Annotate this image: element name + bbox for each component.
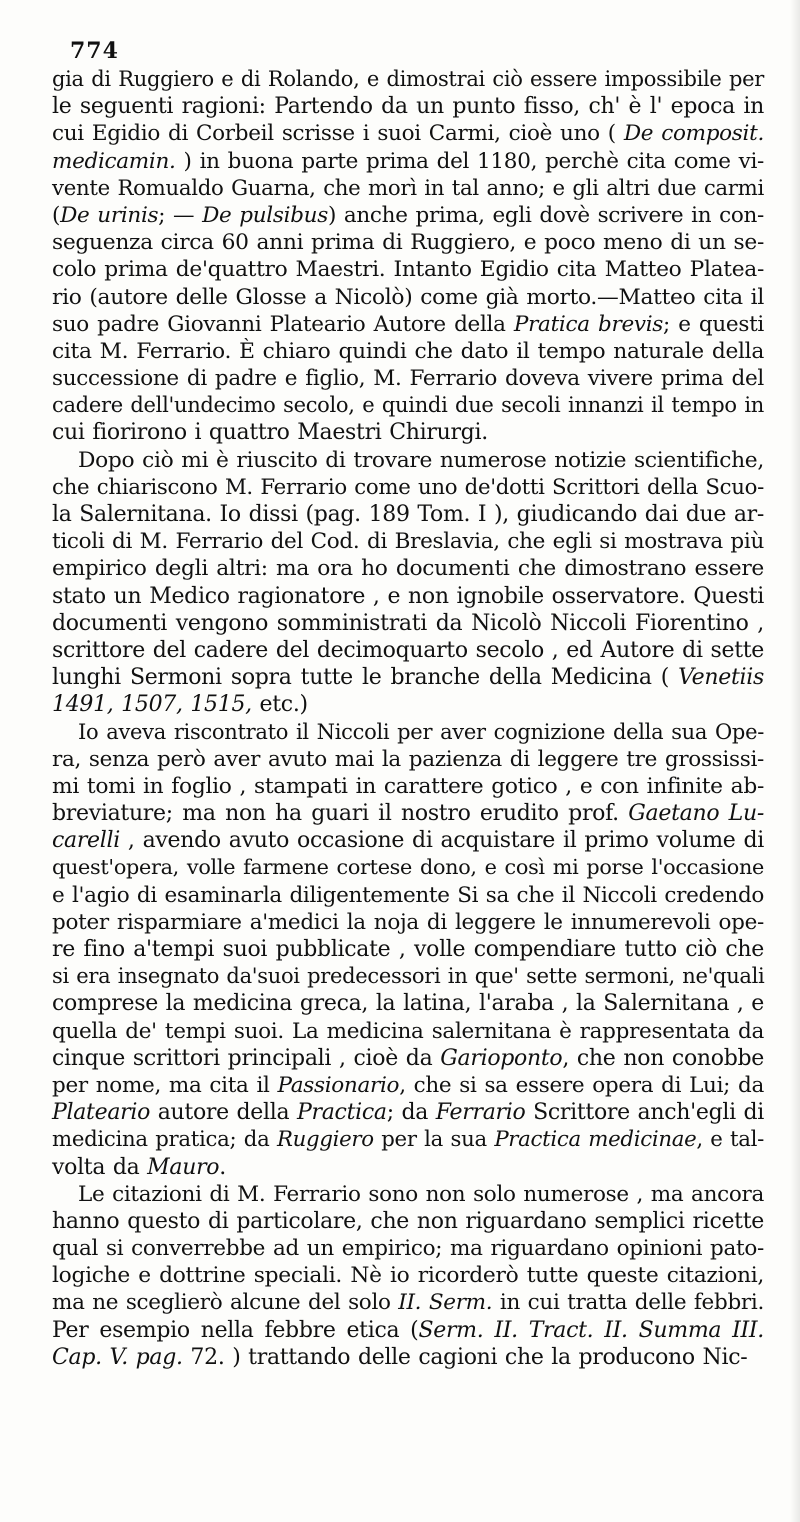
text-run: la Salernitana. Io dissi (pag. 189 Tom. I ), giudicando dai due ar- xyxy=(52,502,764,527)
text-run: ( xyxy=(52,202,61,228)
text-line xyxy=(52,284,764,311)
text-run: cui Egidio di Corbeil scrisse i suoi Carmi, cioè uno ( xyxy=(52,121,624,147)
text-run: Scrittore anch'egli di xyxy=(525,1100,765,1126)
text-line xyxy=(52,854,764,881)
text-line xyxy=(52,746,764,773)
text-run: colo prima de'quattro Maestri. Intanto Egidio cita Matteo Platea- xyxy=(52,257,764,283)
italic-run: Serm. II. Tract. II. Summa III. xyxy=(418,1317,764,1343)
text-line xyxy=(52,773,764,800)
text-line xyxy=(52,583,764,610)
text-line xyxy=(52,610,764,637)
text-run: ; e questi xyxy=(663,311,764,337)
italic-run: Passionario xyxy=(277,1072,400,1098)
text-run: Le citazioni di M. Ferrario sono non solo numerose , ma ancora xyxy=(78,1181,764,1207)
text-run: che chiariscono M. Ferrario come uno de'dotti Scrittori della Scuo- xyxy=(52,474,765,500)
text-line xyxy=(52,1045,764,1072)
text-line xyxy=(52,882,764,909)
text-line xyxy=(52,827,764,854)
text-line xyxy=(52,447,764,474)
text-run: , che si sa essere opera di Lui; da xyxy=(399,1072,764,1098)
text-line xyxy=(52,1018,764,1045)
text-run: per nome, ma cita il xyxy=(52,1072,278,1098)
text-run: empirico degli altri: ma ora ho documenti che dimostrano essere xyxy=(52,556,764,582)
text-run: cinque scrittori principali , cioè da xyxy=(52,1045,441,1071)
text-line xyxy=(52,501,764,528)
text-line xyxy=(52,1262,764,1289)
italic-run: 1491, 1507, 1515, xyxy=(52,692,252,718)
text-run: e l'agio di esaminarla diligentemente Si sa che il Niccoli credendo xyxy=(52,882,765,908)
text-run: ma ne sceglierò alcune del solo xyxy=(52,1290,399,1316)
text-run: seguenza circa 60 anni prima di Ruggiero, e poco meno di un se- xyxy=(52,230,764,256)
italic-run: Garioponto xyxy=(440,1045,563,1071)
text-line xyxy=(52,719,764,746)
text-run: per la sua xyxy=(373,1127,495,1153)
text-run: volta da xyxy=(52,1154,148,1180)
text-run: scrittore del cadere del decimoquarto secolo , ed Autore di sette xyxy=(52,637,764,663)
text-run: ra, senza però aver avuto mai la pazienza di leggere tre grossissi- xyxy=(52,746,764,772)
text-run: lunghi Sermoni sopra tutte le branche della Medicina ( xyxy=(52,665,679,691)
text-run: si era insegnato da'suoi predecessori in que' sette sermoni, ne'quali xyxy=(52,964,765,989)
text-run: le seguenti ragioni: Partendo da un punto fisso, ch' è l' epoca in xyxy=(52,94,764,120)
text-run: quest'opera, volle farmene cortese dono, e così mi porse l'occasione xyxy=(52,855,764,880)
text-run: rio (autore delle Glosse a Nicolò) come già morto.—Matteo cita il xyxy=(52,284,764,310)
text-line xyxy=(52,202,764,229)
text-run: cui fiorirono i quattro Maestri Chirurgi. xyxy=(52,420,488,446)
italic-run: II. Serm. xyxy=(398,1290,493,1316)
text-line xyxy=(52,936,764,963)
italic-run: Practica xyxy=(297,1100,387,1126)
text-run: stato un Medico ragionatore , e non ignobile osservatore. Questi xyxy=(52,583,764,609)
text-run: medicina pratica; da xyxy=(52,1127,277,1153)
text-run: vente Romualdo Guarna, che morì in tal anno; e gli altri due carmi xyxy=(52,175,764,201)
text-run: ) in buona parte prima del 1180, perchè cita come vi- xyxy=(175,148,764,174)
text-line xyxy=(52,664,764,691)
italic-run: carelli xyxy=(52,828,120,854)
italic-run: Ruggiero xyxy=(276,1127,374,1153)
text-run: autore della xyxy=(150,1100,298,1126)
italic-run: medicamin. xyxy=(52,148,176,174)
text-run: gia di Ruggiero e di Rolando, e dimostrai ciò essere impossibile per xyxy=(52,67,764,91)
text-run: . xyxy=(219,1154,226,1180)
text-line xyxy=(52,66,764,93)
text-line xyxy=(52,93,764,120)
italic-run: Pratica brevis xyxy=(513,311,664,337)
text-run: ; da xyxy=(386,1100,436,1126)
text-line xyxy=(52,528,764,555)
text-line xyxy=(52,338,764,365)
text-run: Io aveva riscontrato il Niccoli per aver cognizione della sua Ope- xyxy=(78,719,764,744)
text-run: ; — xyxy=(158,202,203,228)
body-text xyxy=(52,66,764,1371)
text-run: documenti vengono somministrati da Nicolò Niccoli Fiorentino , xyxy=(52,610,764,636)
italic-run: Mauro xyxy=(147,1154,220,1180)
text-line xyxy=(52,175,764,202)
text-line xyxy=(52,120,764,147)
text-run: , avendo avuto occasione di acquistare il primo volume di xyxy=(119,828,764,854)
text-line xyxy=(52,1317,764,1344)
text-line xyxy=(52,555,764,582)
text-line xyxy=(52,963,764,990)
text-run: re fino a'tempi suoi pubblicate , volle compendiare tutto ciò che xyxy=(52,937,764,962)
text-line xyxy=(52,256,764,283)
text-run: qual si converrebbe ad un empirico; ma riguardano opinioni pato- xyxy=(52,1236,764,1262)
text-run: successione di padre e figlio, M. Ferrario doveva vivere prima del xyxy=(52,366,764,392)
italic-run: Gaetano Lu- xyxy=(628,801,764,827)
text-line xyxy=(52,1235,764,1262)
text-line xyxy=(52,800,764,827)
text-run: suo padre Giovanni Plateario Autore della xyxy=(52,311,514,337)
text-run: poter risparmiare a'medici la noja di leggere le innumerevoli ope- xyxy=(52,909,764,935)
italic-run: De pulsibus xyxy=(202,202,328,228)
italic-run: Cap. V. pag. xyxy=(52,1344,183,1370)
text-line xyxy=(52,311,764,338)
text-run: hanno questo di particolare, che non riguardano semplici ricette xyxy=(52,1208,764,1234)
text-line xyxy=(52,148,764,175)
italic-run: De urinis xyxy=(60,202,159,228)
page-number: 774 xyxy=(70,38,119,64)
text-line xyxy=(52,1126,764,1153)
italic-run: De composit. xyxy=(623,121,764,147)
text-run: cita M. Ferrario. È chiaro quindi che dato il tempo naturale della xyxy=(52,338,764,364)
text-line xyxy=(52,637,764,664)
italic-run: Venetiis xyxy=(678,665,764,691)
page-edge-shadow xyxy=(790,0,800,1522)
text-run: , che non conobbe xyxy=(562,1045,765,1071)
text-run: etc.) xyxy=(251,692,308,718)
text-run: Per esempio nella febbre etica ( xyxy=(52,1317,419,1343)
text-run: comprese la medicina greca, la latina, l'araba , la Salernitana , e xyxy=(52,991,764,1017)
text-line xyxy=(52,229,764,256)
text-line xyxy=(52,1289,764,1316)
text-run: cadere dell'undecimo secolo, e quindi due secoli innanzi il tempo in xyxy=(52,393,764,418)
text-run: 72. ) trattando delle cagioni che la producono Nic- xyxy=(182,1344,748,1370)
text-line xyxy=(52,392,764,419)
text-line xyxy=(52,365,764,392)
text-run: in cui tratta delle febbri. xyxy=(492,1290,764,1316)
italic-run: Ferrario xyxy=(435,1100,526,1126)
text-run: ) anche prima, egli dovè scrivere in con- xyxy=(327,202,764,228)
italic-run: Plateario xyxy=(52,1100,151,1126)
italic-run: Practica medicinae xyxy=(494,1127,697,1153)
text-line xyxy=(52,1072,764,1099)
text-run: breviature; ma non ha guari il nostro erudito prof. xyxy=(52,801,629,827)
text-line xyxy=(52,1344,764,1371)
text-run: mi tomi in foglio , stampati in carattere gotico , e con infinite ab- xyxy=(52,773,764,799)
text-line xyxy=(52,990,764,1017)
text-run: , e tal- xyxy=(696,1127,765,1153)
text-line xyxy=(52,909,764,936)
text-run: quella de' tempi suoi. La medicina salernitana è rappresentata da xyxy=(52,1018,764,1044)
text-line xyxy=(52,1154,764,1181)
text-line xyxy=(52,419,764,446)
text-line xyxy=(52,691,764,718)
text-run: ticoli di M. Ferrario del Cod. di Breslavia, che egli si mostrava più xyxy=(52,529,764,555)
text-run: Dopo ciò mi è riuscito di trovare numerose notizie scientifiche, xyxy=(78,447,764,473)
text-line xyxy=(52,474,764,501)
text-line xyxy=(52,1208,764,1235)
text-line xyxy=(52,1099,764,1126)
text-run: logiche e dottrine speciali. Nè io ricorderò tutte queste citazioni, xyxy=(52,1263,764,1289)
text-line xyxy=(52,1181,764,1208)
